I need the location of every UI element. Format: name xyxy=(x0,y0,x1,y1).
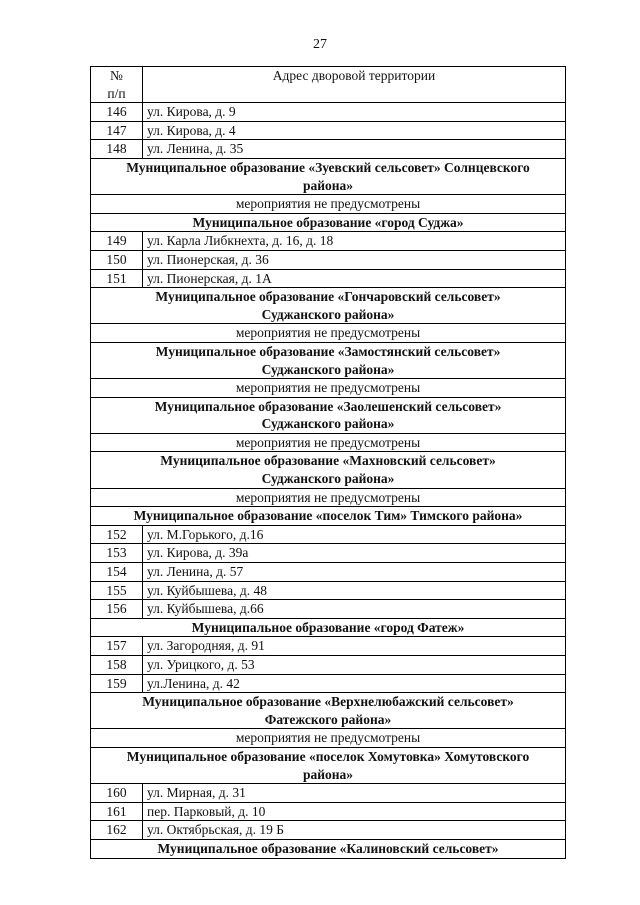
section-heading xyxy=(91,397,566,433)
section-heading xyxy=(91,747,566,783)
section-heading-line: Суджанского района» xyxy=(261,471,395,487)
section-heading-row xyxy=(91,839,566,858)
section-heading-row xyxy=(91,452,566,488)
section-heading-line: Фатежского района» xyxy=(264,711,392,727)
section-heading-line: Суджанского района» xyxy=(261,416,395,432)
row-address: пер. Парковый, д. 10 xyxy=(143,802,566,821)
row-number: 156 xyxy=(91,600,143,619)
address-table-body xyxy=(91,67,566,859)
table-row xyxy=(91,563,566,582)
row-number: 151 xyxy=(91,269,143,288)
table-row xyxy=(91,525,566,544)
no-measures-note: мероприятия не предусмотрены xyxy=(91,324,566,343)
row-address: ул. Октябрьская, д. 19 Б xyxy=(143,821,566,840)
table-row xyxy=(91,581,566,600)
row-number: 149 xyxy=(91,232,143,251)
table-row xyxy=(91,140,566,159)
section-heading-row xyxy=(91,213,566,232)
section-heading xyxy=(91,839,566,858)
row-address: ул. Карла Либкнехта, д. 16, д. 18 xyxy=(143,232,566,251)
section-heading-line: Муниципальное образование «поселок Тим» Тимского района» xyxy=(133,508,523,524)
row-number: 155 xyxy=(91,581,143,600)
section-heading-row xyxy=(91,342,566,378)
section-heading-line: Муниципальное образование «город Фатеж» xyxy=(191,619,465,635)
column-header-number xyxy=(91,67,143,103)
section-heading-line: Муниципальное образование «Махновский сельсовет» xyxy=(160,453,496,469)
no-measures-note: мероприятия не предусмотрены xyxy=(91,488,566,507)
section-heading-line: Суджанского района» xyxy=(261,361,395,377)
section-heading xyxy=(91,452,566,488)
row-address: ул. Кирова, д. 39а xyxy=(143,544,566,563)
column-header-address: Адрес дворовой территории xyxy=(143,67,566,103)
table-row xyxy=(91,821,566,840)
section-heading-row xyxy=(91,693,566,729)
row-number: 150 xyxy=(91,250,143,269)
section-heading-line: Муниципальное образование «город Суджа» xyxy=(192,214,464,230)
table-row xyxy=(91,269,566,288)
section-heading-line: Муниципальное образование «Замостянский сельсовет» xyxy=(155,343,501,359)
table-header-row xyxy=(91,67,566,103)
row-address: ул.Ленина, д. 42 xyxy=(143,674,566,693)
section-heading-row xyxy=(91,618,566,637)
section-heading-line: Муниципальное образование «Зуевский сельсовет» Солнцевского xyxy=(126,159,530,175)
section-heading-line: района» xyxy=(302,177,354,193)
no-measures-note: мероприятия не предусмотрены xyxy=(91,195,566,214)
section-heading-line: района» xyxy=(302,766,354,782)
row-number: 152 xyxy=(91,525,143,544)
row-address: ул. Куйбышева, д.66 xyxy=(143,600,566,619)
row-address: ул. Мирная, д. 31 xyxy=(143,784,566,803)
section-heading-line: Муниципальное образование «Верхнелюбажский сельсовет» xyxy=(142,694,514,710)
table-row xyxy=(91,121,566,140)
section-heading-row xyxy=(91,288,566,324)
row-address: ул. Куйбышева, д. 48 xyxy=(143,581,566,600)
table-row xyxy=(91,784,566,803)
row-address: ул. Ленина, д. 57 xyxy=(143,563,566,582)
column-header-number-top: № xyxy=(110,68,123,83)
table-row xyxy=(91,656,566,675)
section-heading xyxy=(91,618,566,637)
row-address: ул. М.Горького, д.16 xyxy=(143,525,566,544)
row-number: 147 xyxy=(91,121,143,140)
no-measures-note: мероприятия не предусмотрены xyxy=(91,379,566,398)
row-number: 154 xyxy=(91,563,143,582)
note-row xyxy=(91,379,566,398)
row-address: ул. Кирова, д. 4 xyxy=(143,121,566,140)
table-row xyxy=(91,637,566,656)
section-heading xyxy=(91,507,566,526)
row-address: ул. Ленина, д. 35 xyxy=(143,140,566,159)
table-row xyxy=(91,250,566,269)
no-measures-note: мероприятия не предусмотрены xyxy=(91,729,566,748)
section-heading xyxy=(91,342,566,378)
section-heading-line: Муниципальное образование «Гончаровский сельсовет» xyxy=(155,289,501,305)
row-number: 153 xyxy=(91,544,143,563)
row-address: ул. Пионерская, д. 36 xyxy=(143,250,566,269)
section-heading-row xyxy=(91,158,566,194)
row-address: ул. Загородняя, д. 91 xyxy=(143,637,566,656)
section-heading xyxy=(91,158,566,194)
page-number: 27 xyxy=(313,37,327,52)
row-address: ул. Урицкого, д. 53 xyxy=(143,656,566,675)
column-header-number-bottom: п/п xyxy=(107,85,126,101)
section-heading xyxy=(91,213,566,232)
section-heading xyxy=(91,693,566,729)
section-heading-row xyxy=(91,397,566,433)
row-number: 162 xyxy=(91,821,143,840)
table-row xyxy=(91,544,566,563)
address-table xyxy=(90,66,566,859)
no-measures-note: мероприятия не предусмотрены xyxy=(91,433,566,452)
table-row xyxy=(91,600,566,619)
row-number: 146 xyxy=(91,103,143,122)
section-heading-row xyxy=(91,507,566,526)
note-row xyxy=(91,729,566,748)
section-heading-line: Муниципальное образование «Заолешенский сельсовет» xyxy=(154,398,502,414)
table-row xyxy=(91,232,566,251)
table-row xyxy=(91,802,566,821)
section-heading-line: Муниципальное образование «поселок Хомутовка» Хомутовского xyxy=(126,748,530,764)
row-number: 148 xyxy=(91,140,143,159)
row-number: 157 xyxy=(91,637,143,656)
table-row xyxy=(91,674,566,693)
note-row xyxy=(91,433,566,452)
note-row xyxy=(91,324,566,343)
row-number: 161 xyxy=(91,802,143,821)
row-number: 158 xyxy=(91,656,143,675)
section-heading xyxy=(91,288,566,324)
row-address: ул. Пионерская, д. 1А xyxy=(143,269,566,288)
row-number: 159 xyxy=(91,674,143,693)
section-heading-line: Муниципальное образование «Калиновский сельсовет» xyxy=(157,840,499,856)
note-row xyxy=(91,488,566,507)
table-row xyxy=(91,103,566,122)
section-heading-row xyxy=(91,747,566,783)
row-number: 160 xyxy=(91,784,143,803)
note-row xyxy=(91,195,566,214)
row-address: ул. Кирова, д. 9 xyxy=(143,103,566,122)
section-heading-line: Суджанского района» xyxy=(261,306,395,322)
